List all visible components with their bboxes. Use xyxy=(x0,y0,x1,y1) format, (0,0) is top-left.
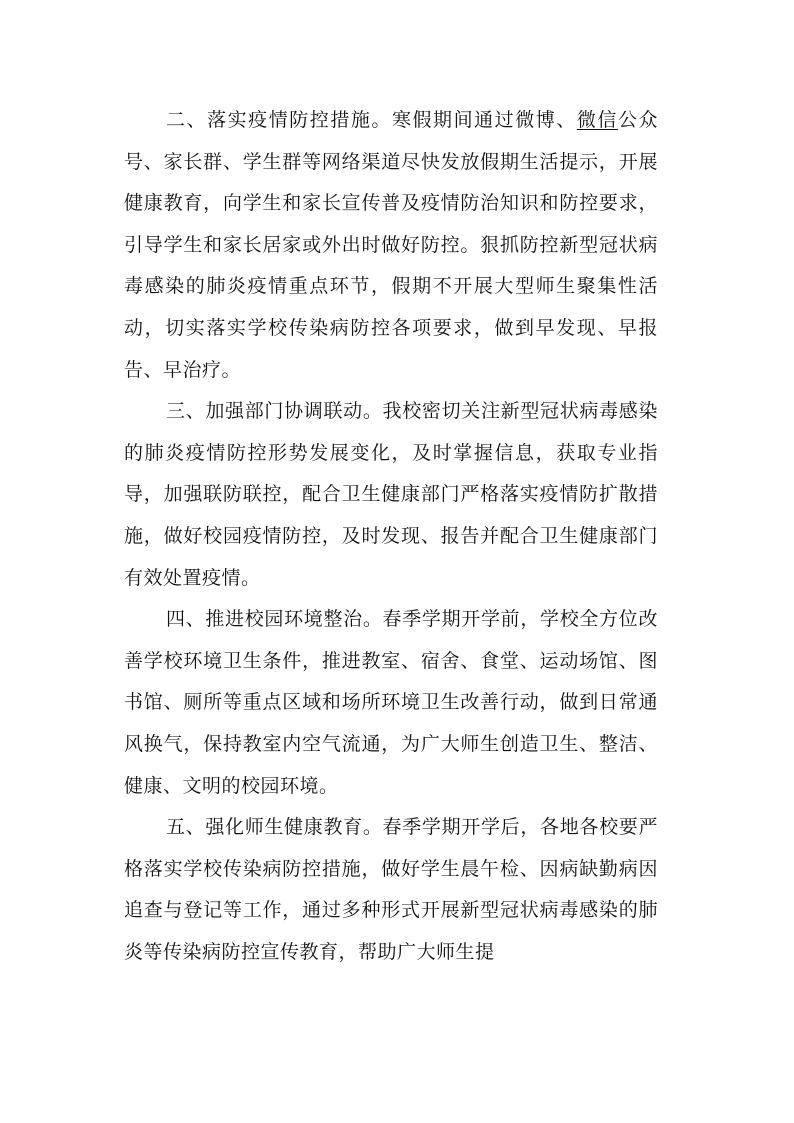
paragraph-department-coordination: 三、加强部门协调联动。我校密切关注新型冠状病毒感染的肺炎疫情防控形势发展变化，及时掌握信息，获取专业指导，加强联防联控，配合卫生健康部门严格落实疫情防扩散措施，做好校园疫情防控，及时发现、报告并配合卫生健康部门有效处置疫情。 xyxy=(124,400,658,589)
paragraph-prevention-measures xyxy=(124,100,658,391)
paragraph-campus-environment: 四、推进校园环境整治。春季学期开学前，学校全方位改善学校环境卫生条件，推进教室、宿舍、食堂、运动场馆、图书馆、厕所等重点区域和场所环境卫生改善行动，做到日常通风换气，保持教室内空气流通，为广大师生创造卫生、整洁、健康、文明的校园环境。 xyxy=(124,608,658,797)
paragraph-text-rest: 公众号、家长群、学生群等网络渠道尽快发放假期生活提示，开展健康教育，向学生和家长宣传普及疫情防治知识和防控要求，引导学生和家长居家或外出时做好防控。狠抓防控新型冠状病毒感染的肺炎疫情重点环节，假期不开展大型师生聚集性活动，切实落实学校传染病防控各项要求，做到早发现、早报告、早治疗。 xyxy=(124,109,658,381)
document-body xyxy=(124,100,658,973)
paragraph-text-start: 二、落实疫情防控措施。寒假期间通过微博、 xyxy=(166,109,577,131)
paragraph-health-education: 五、强化师生健康教育。春季学期开学后，各地各校要严格落实学校传染病防控措施，做好学生晨午检、因病缺勤病因追查与登记等工作，通过多种形式开展新型冠状病毒感染的肺炎等传染病防控宣传教育，帮助广大师生提 xyxy=(124,816,658,963)
underlined-term-wechat: 微信 xyxy=(576,109,618,131)
